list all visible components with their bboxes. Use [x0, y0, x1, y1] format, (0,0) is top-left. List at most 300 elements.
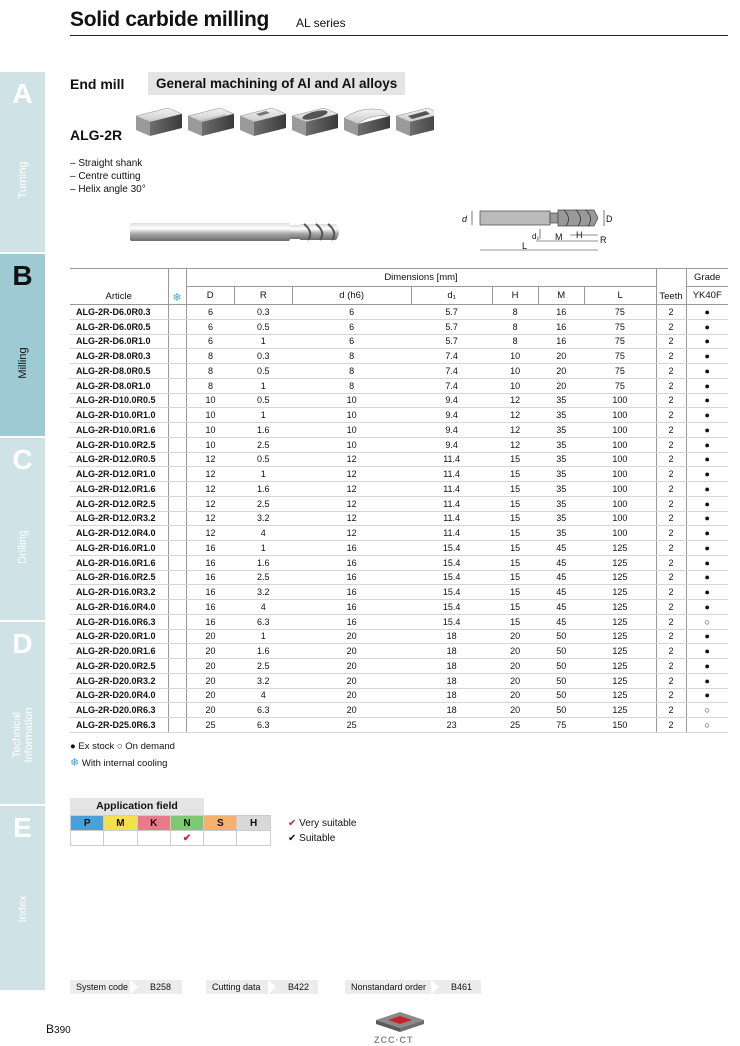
table-cell: 11.4 [411, 452, 492, 467]
series-label: AL series [296, 16, 346, 30]
table-cell: 2 [656, 408, 686, 423]
table-cell: 8 [492, 319, 538, 334]
table-cell: 35 [538, 423, 584, 438]
table-cell: 16 [292, 555, 411, 570]
application-banner: General machining of Al and Al alloys [148, 72, 405, 95]
table-cell: 125 [584, 585, 656, 600]
material-mark [71, 831, 104, 846]
table-cell: 125 [584, 629, 656, 644]
stock-legend: ● Ex stock ○ On demand [70, 741, 175, 752]
table-cell: 7.4 [411, 349, 492, 364]
table-cell: ○ [686, 703, 728, 718]
table-cell: 12 [492, 393, 538, 408]
table-cell: 2 [656, 659, 686, 674]
table-cell: 8 [186, 378, 234, 393]
tab-label: Turning [16, 161, 29, 199]
table-cell: 6 [292, 334, 411, 349]
table-cell: 23 [411, 718, 492, 733]
ref-label: Cutting data [212, 982, 261, 992]
table-cell: 20 [292, 703, 411, 718]
table-cell: 12 [186, 511, 234, 526]
table-cell: 20 [186, 644, 234, 659]
cooling-legend [70, 755, 175, 772]
ref-system-code[interactable] [70, 980, 182, 994]
table-row [70, 496, 728, 511]
table-cell: 16 [292, 585, 411, 600]
col-dimensions: Dimensions [mm] [186, 269, 656, 287]
table-row [70, 541, 728, 556]
table-cell: 15 [492, 585, 538, 600]
table-cell: 15 [492, 570, 538, 585]
col-M: M [538, 287, 584, 305]
article-cell: ALG-2R-D12.0R2.5 [70, 496, 168, 511]
table-cell: 9.4 [411, 393, 492, 408]
table-cell: 100 [584, 393, 656, 408]
tab-letter: E [13, 812, 32, 843]
article-cell: ALG-2R-D8.0R1.0 [70, 378, 168, 393]
cooling-cell [168, 511, 186, 526]
cooling-cell [168, 585, 186, 600]
table-cell: 1.6 [234, 423, 292, 438]
face-milling-icon [136, 108, 182, 136]
table-cell: 125 [584, 541, 656, 556]
table-cell: 20 [292, 629, 411, 644]
table-cell: 2 [656, 644, 686, 659]
table-cell: 6 [292, 319, 411, 334]
col-grade-name: YK40F [686, 287, 728, 305]
table-cell: 75 [584, 319, 656, 334]
table-cell: 8 [186, 349, 234, 364]
table-cell: 8 [292, 364, 411, 379]
table-cell: 15 [492, 511, 538, 526]
table-cell: 2 [656, 496, 686, 511]
table-row [70, 408, 728, 423]
table-cell: 16 [292, 600, 411, 615]
table-cell: ● [686, 305, 728, 320]
col-L: L [584, 287, 656, 305]
ref-nonstandard-order[interactable] [345, 980, 481, 994]
table-cell: 2 [656, 614, 686, 629]
feature-item: – Helix angle 30° [70, 184, 146, 195]
table-cell: 75 [584, 305, 656, 320]
cooling-cell [168, 555, 186, 570]
table-cell: 125 [584, 555, 656, 570]
cooling-cell [168, 408, 186, 423]
table-cell: 12 [292, 496, 411, 511]
table-cell: 100 [584, 496, 656, 511]
table-cell: 15 [492, 614, 538, 629]
article-cell: ALG-2R-D12.0R4.0 [70, 526, 168, 541]
table-cell: 18 [411, 688, 492, 703]
table-cell: ● [686, 673, 728, 688]
table-cell: ● [686, 467, 728, 482]
page-number [46, 1022, 71, 1036]
table-row [70, 511, 728, 526]
table-cell: 6.3 [234, 718, 292, 733]
table-cell: 10 [292, 408, 411, 423]
page-num: 390 [54, 1025, 71, 1036]
tab-milling[interactable] [0, 254, 45, 438]
tab-label: Drilling [16, 530, 29, 564]
table-cell: ● [686, 452, 728, 467]
article-cell: ALG-2R-D10.0R1.0 [70, 408, 168, 423]
table-cell: 6 [186, 334, 234, 349]
article-cell: ALG-2R-D20.0R1.0 [70, 629, 168, 644]
table-cell: 9.4 [411, 408, 492, 423]
table-cell: 1.6 [234, 555, 292, 570]
table-cell: 20 [538, 349, 584, 364]
table-cell: 2 [656, 600, 686, 615]
article-cell: ALG-2R-D12.0R3.2 [70, 511, 168, 526]
table-cell: 35 [538, 511, 584, 526]
table-cell: 125 [584, 600, 656, 615]
table-cell: 16 [538, 334, 584, 349]
table-cell: 12 [292, 526, 411, 541]
table-cell: 3.2 [234, 511, 292, 526]
table-cell: ● [686, 629, 728, 644]
table-cell: 3.2 [234, 585, 292, 600]
material-mark: ✔ [170, 831, 203, 846]
table-cell: 35 [538, 452, 584, 467]
table-row [70, 393, 728, 408]
table-cell: 100 [584, 482, 656, 497]
table-cell: ● [686, 378, 728, 393]
logo-text: ZCC·CT [374, 1035, 414, 1045]
table-cell: 25 [186, 718, 234, 733]
table-cell: 15 [492, 452, 538, 467]
tab-letter: B [12, 260, 33, 291]
table-row [70, 614, 728, 629]
table-cell: 125 [584, 570, 656, 585]
table-cell: 1.6 [234, 644, 292, 659]
ref-cutting-data[interactable] [206, 980, 318, 994]
table-cell: 2 [656, 349, 686, 364]
table-cell: 20 [292, 644, 411, 659]
table-row [70, 467, 728, 482]
table-cell: 45 [538, 555, 584, 570]
cooling-cell [168, 526, 186, 541]
tab-index[interactable] [0, 806, 45, 992]
table-cell: 18 [411, 629, 492, 644]
table-cell: ○ [686, 614, 728, 629]
table-cell: 6.3 [234, 614, 292, 629]
table-cell: 25 [292, 718, 411, 733]
table-cell: 10 [292, 437, 411, 452]
cooling-cell [168, 659, 186, 674]
article-cell: ALG-2R-D12.0R1.0 [70, 467, 168, 482]
table-cell: 12 [186, 482, 234, 497]
article-cell: ALG-2R-D16.0R1.0 [70, 541, 168, 556]
diagram-label-d1: d₁ [532, 232, 540, 241]
application-field-title: Application field [70, 798, 204, 815]
table-cell: 16 [186, 555, 234, 570]
cooling-cell [168, 467, 186, 482]
table-cell: 75 [584, 334, 656, 349]
table-cell: 1 [234, 408, 292, 423]
table-cell: 10 [186, 408, 234, 423]
table-row [70, 364, 728, 379]
col-grade: Grade [686, 269, 728, 287]
table-cell: 35 [538, 526, 584, 541]
table-cell: 20 [186, 703, 234, 718]
table-cell: 20 [186, 629, 234, 644]
table-cell: 100 [584, 526, 656, 541]
cooling-cell [168, 673, 186, 688]
article-cell: ALG-2R-D6.0R0.3 [70, 305, 168, 320]
table-cell: 15 [492, 496, 538, 511]
product-type: End mill [70, 76, 125, 92]
page-letter: B [46, 1022, 55, 1036]
cooling-icon: ❄ [172, 292, 182, 304]
table-cell: ● [686, 408, 728, 423]
table-cell: 15 [492, 541, 538, 556]
table-cell: 11.4 [411, 482, 492, 497]
table-cell: 50 [538, 703, 584, 718]
table-cell: 15.4 [411, 614, 492, 629]
table-cell: 12 [186, 467, 234, 482]
table-cell: 12 [292, 452, 411, 467]
table-cell: 15 [492, 467, 538, 482]
article-cell: ALG-2R-D16.0R1.6 [70, 555, 168, 570]
table-cell: 2 [656, 673, 686, 688]
article-cell: ALG-2R-D16.0R6.3 [70, 614, 168, 629]
table-cell: 20 [186, 688, 234, 703]
table-cell: 2 [656, 555, 686, 570]
table-cell: 12 [292, 511, 411, 526]
table-cell: 7.4 [411, 364, 492, 379]
legend [70, 739, 175, 772]
material-mark [204, 831, 237, 846]
table-cell: 125 [584, 614, 656, 629]
table-row [70, 585, 728, 600]
very-suitable-check-icon: ✔ [288, 818, 297, 829]
table-cell: ● [686, 319, 728, 334]
article-cell: ALG-2R-D12.0R0.5 [70, 452, 168, 467]
table-cell: 11.4 [411, 496, 492, 511]
table-cell: 35 [538, 437, 584, 452]
table-cell: 20 [492, 688, 538, 703]
table-row [70, 555, 728, 570]
ref-code: B461 [451, 982, 473, 992]
cooling-cell [168, 319, 186, 334]
table-row [70, 673, 728, 688]
article-cell: ALG-2R-D12.0R1.6 [70, 482, 168, 497]
arrow-icon [130, 980, 138, 994]
material-h: H [237, 816, 270, 831]
table-cell: 0.3 [234, 349, 292, 364]
article-cell: ALG-2R-D6.0R0.5 [70, 319, 168, 334]
table-cell: 50 [538, 659, 584, 674]
table-cell: 11.4 [411, 511, 492, 526]
table-cell: 1 [234, 467, 292, 482]
table-cell: 20 [538, 364, 584, 379]
feature-item: – Centre cutting [70, 171, 141, 182]
table-cell: 35 [538, 393, 584, 408]
table-cell: 15 [492, 526, 538, 541]
table-cell: 8 [292, 349, 411, 364]
table-cell: 16 [186, 585, 234, 600]
table-cell: 1 [234, 378, 292, 393]
table-cell: ● [686, 600, 728, 615]
table-cell: 2 [656, 467, 686, 482]
material-mark [137, 831, 170, 846]
suitable-check-icon: ✔ [288, 833, 297, 844]
article-cell: ALG-2R-D20.0R1.6 [70, 644, 168, 659]
table-cell: 2 [656, 718, 686, 733]
table-cell: 3.2 [234, 673, 292, 688]
table-cell: 20 [492, 673, 538, 688]
tab-turning[interactable] [0, 72, 45, 254]
table-cell: 0.5 [234, 319, 292, 334]
diagram-label-L: L [522, 241, 528, 251]
table-cell: 1 [234, 629, 292, 644]
table-cell: 2 [656, 378, 686, 393]
article-cell: ALG-2R-D20.0R4.0 [70, 688, 168, 703]
material-k: K [137, 816, 170, 831]
material-s: S [204, 816, 237, 831]
table-cell: ● [686, 334, 728, 349]
cooling-cell [168, 334, 186, 349]
material-n: N [170, 816, 203, 831]
cooling-cell [168, 614, 186, 629]
profile-milling-icon [344, 109, 390, 136]
table-cell: 12 [186, 496, 234, 511]
table-row [70, 378, 728, 393]
cooling-cell [168, 452, 186, 467]
diagram-label-d: d [462, 214, 468, 224]
table-cell: 16 [292, 614, 411, 629]
table-cell: 10 [292, 393, 411, 408]
table-cell: ● [686, 585, 728, 600]
cooling-cell [168, 393, 186, 408]
table-cell: 20 [492, 629, 538, 644]
tab-drilling[interactable] [0, 438, 45, 622]
table-cell: ● [686, 659, 728, 674]
table-cell: 2 [656, 305, 686, 320]
article-cell: ALG-2R-D16.0R4.0 [70, 600, 168, 615]
table-cell: ● [686, 541, 728, 556]
table-cell: 2 [656, 482, 686, 497]
cooling-legend-text: With internal cooling [81, 758, 168, 769]
table-cell: 0.5 [234, 393, 292, 408]
table-cell: 0.5 [234, 364, 292, 379]
table-cell: 0.3 [234, 305, 292, 320]
cooling-cell [168, 688, 186, 703]
table-row [70, 600, 728, 615]
table-row [70, 423, 728, 438]
table-row [70, 629, 728, 644]
cooling-cell [168, 482, 186, 497]
arrow-icon [431, 980, 439, 994]
table-cell: 7.4 [411, 378, 492, 393]
article-cell: ALG-2R-D10.0R0.5 [70, 393, 168, 408]
suitable-legend [288, 831, 356, 846]
table-cell: 16 [292, 541, 411, 556]
table-cell: 35 [538, 482, 584, 497]
table-cell: 35 [538, 496, 584, 511]
table-cell: 9.4 [411, 423, 492, 438]
table-cell: 75 [584, 349, 656, 364]
col-d: d (h6) [292, 287, 411, 305]
ref-label: System code [76, 982, 129, 992]
table-cell: 2 [656, 334, 686, 349]
table-cell: 20 [538, 378, 584, 393]
table-cell: 2 [656, 526, 686, 541]
table-cell: 18 [411, 644, 492, 659]
table-cell: 8 [292, 378, 411, 393]
table-cell: 20 [492, 659, 538, 674]
article-cell: ALG-2R-D16.0R3.2 [70, 585, 168, 600]
table-cell: 4 [234, 526, 292, 541]
col-cooling [168, 269, 186, 305]
article-cell: ALG-2R-D6.0R1.0 [70, 334, 168, 349]
zcc-ct-logo-icon [372, 1010, 428, 1034]
table-cell: 125 [584, 703, 656, 718]
table-cell: 10 [492, 349, 538, 364]
table-row [70, 644, 728, 659]
diagram-label-M: M [555, 232, 563, 242]
table-cell: 125 [584, 659, 656, 674]
table-cell: 2.5 [234, 659, 292, 674]
table-cell: 45 [538, 585, 584, 600]
ramping-icon [396, 108, 434, 136]
table-row [70, 319, 728, 334]
suitability-legend [288, 816, 356, 846]
table-cell: 20 [186, 673, 234, 688]
table-cell: ● [686, 423, 728, 438]
table-cell: 12 [292, 482, 411, 497]
table-cell: 125 [584, 644, 656, 659]
table-cell: 6 [186, 319, 234, 334]
table-cell: 20 [492, 703, 538, 718]
article-cell: ALG-2R-D20.0R3.2 [70, 673, 168, 688]
table-cell: 2 [656, 688, 686, 703]
material-m: M [104, 816, 137, 831]
table-cell: 20 [292, 688, 411, 703]
table-cell: 1 [234, 541, 292, 556]
very-suitable-text: Very suitable [299, 818, 357, 829]
table-cell: 100 [584, 423, 656, 438]
table-cell: 45 [538, 600, 584, 615]
tab-technical-information[interactable] [0, 622, 45, 806]
table-cell: 10 [186, 437, 234, 452]
table-cell: 12 [492, 408, 538, 423]
table-cell: 20 [292, 673, 411, 688]
table-cell: 100 [584, 511, 656, 526]
cooling-cell [168, 629, 186, 644]
arrow-icon [268, 980, 276, 994]
table-cell: 12 [186, 526, 234, 541]
tab-label: Technical Information [10, 707, 35, 763]
table-cell: ● [686, 511, 728, 526]
table-cell: 6 [186, 305, 234, 320]
table-cell: 2 [656, 541, 686, 556]
table-cell: ● [686, 496, 728, 511]
table-cell: 125 [584, 673, 656, 688]
table-cell: 100 [584, 467, 656, 482]
page-header [70, 8, 728, 36]
table-cell: ● [686, 644, 728, 659]
cooling-cell [168, 305, 186, 320]
operation-icons [134, 106, 434, 140]
table-cell: ● [686, 570, 728, 585]
cooling-cell [168, 541, 186, 556]
table-cell: ● [686, 482, 728, 497]
table-row [70, 349, 728, 364]
table-cell: 20 [186, 659, 234, 674]
table-cell: 100 [584, 452, 656, 467]
table-cell: 2 [656, 703, 686, 718]
